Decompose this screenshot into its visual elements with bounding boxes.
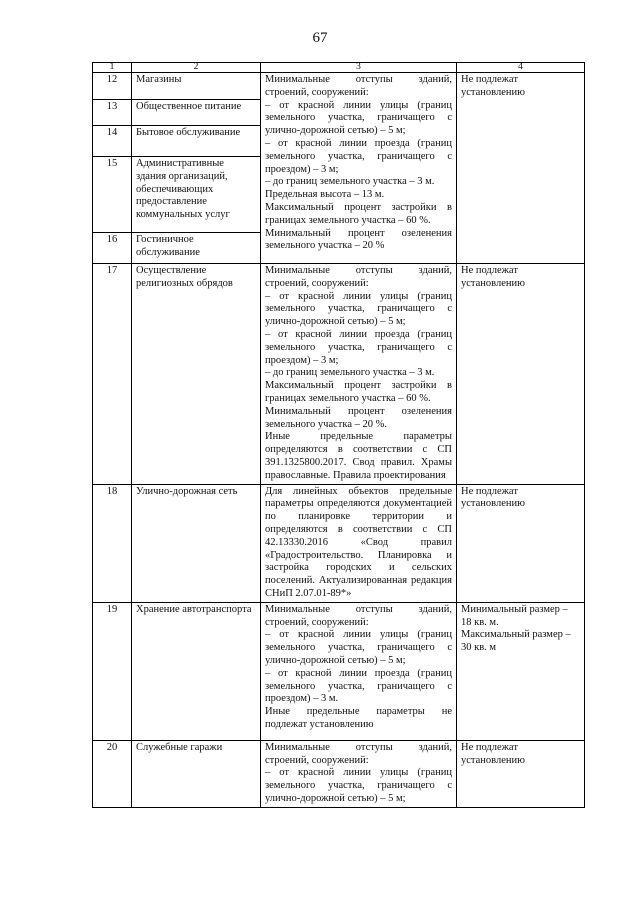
requirement-line: – от красной линии улицы (границ земельного участка, граничащего с улично-дорожной сетью) – 5 м; (265, 290, 452, 328)
requirement-line: – до границ земельного участка – 3 м. (265, 367, 435, 379)
requirement-line: – от красной линии проезда (границ земельного участка, граничащего с проездом) – 3 м. (265, 667, 452, 705)
table-row (93, 484, 585, 602)
requirement-line: Предельная высота – 13 м. (265, 189, 385, 201)
row-number: 18 (93, 484, 132, 602)
requirement-line: – от красной линии проезда (границ земельного участка, граничащего с проездом) – 3 м; (265, 137, 452, 175)
requirement-line: Максимальный процент застройки в границах земельного участка – 60 %. (265, 380, 452, 404)
table-row (93, 73, 585, 100)
note-cell: Не подлежат установлению (457, 73, 585, 264)
requirement-line: Иные предельные параметры определяются в соответствии с СП 391.1325800.2017. Свод правил. Храмы православные. Правила проектирования (265, 431, 452, 481)
requirements-cell (261, 264, 457, 485)
table-row (93, 740, 585, 807)
requirement-line: Для линейных объектов предельные параметры определяются документацией по планировке территории и определяются в соответствии с СП 42.13330.2016 «Свод правил «Градостроительство. Планировка и застройка городских и сельских поселений. Актуализированная редакция СНиП 2.07.01-89*» (265, 485, 452, 599)
row-name: Бытовое обслуживание (132, 126, 261, 157)
page-number: 67 (312, 30, 328, 46)
note-cell: Не подлежат установлению (457, 740, 585, 807)
row-number: 13 (93, 100, 132, 126)
row-number: 15 (93, 157, 132, 233)
row-number: 20 (93, 740, 132, 807)
requirement-line: Иные предельные параметры не подлежат установлению (265, 706, 452, 730)
row-name: Гостиничное обслуживание (132, 233, 261, 264)
requirement-line: – от красной линии проезда (границ земельного участка, граничащего с проездом) – 3 м; (265, 328, 452, 366)
requirement-line: – от красной линии улицы (границ земельного участка, граничащего с улично-дорожной сетью) – 5 м; (265, 767, 452, 804)
table-header-row (93, 63, 585, 73)
column-header: 4 (457, 63, 585, 73)
note-line: Минимальный размер – 18 кв. м. (461, 603, 568, 628)
column-header: 2 (132, 63, 261, 73)
requirement-line: Минимальный процент озеленения земельного участка – 20 % (265, 227, 452, 252)
requirement-line: – от красной линии улицы (границ земельного участка, граничащего с улично-дорожной сетью) – 5 м; (265, 99, 452, 137)
table-row (93, 602, 585, 740)
row-number: 14 (93, 126, 132, 157)
note-cell: Не подлежат установлению (457, 484, 585, 602)
row-number: 17 (93, 264, 132, 485)
column-header: 1 (93, 63, 132, 73)
row-number: 19 (93, 602, 132, 740)
row-name: Магазины (132, 73, 261, 100)
requirement-line: Минимальный процент озеленения земельного участка – 20 %. (265, 405, 452, 430)
requirement-line: Минимальные отступы зданий, строений, сооружений: (265, 741, 452, 766)
requirement-line: Минимальные отступы зданий, строений, сооружений: (265, 74, 452, 98)
note-line: Максимальный размер – 30 кв. м (461, 629, 571, 654)
requirements-cell (261, 73, 457, 264)
requirements-cell (261, 602, 457, 740)
row-name: Улично-дорожная сеть (132, 484, 261, 602)
row-number: 12 (93, 73, 132, 100)
requirements-cell (261, 484, 457, 602)
requirements-cell (261, 740, 457, 807)
column-header: 3 (261, 63, 457, 73)
note-cell: Не подлежат установлению (457, 264, 585, 485)
row-name: Общественное питание (132, 100, 261, 126)
row-name: Служебные гаражи (132, 740, 261, 807)
row-name: Административные здания организаций, обеспечивающих предоставление коммунальных услуг (132, 157, 261, 233)
requirement-line: Максимальный процент застройки в границах земельного участка – 60 %. (265, 201, 452, 226)
row-name: Осуществление религиозных обрядов (132, 264, 261, 485)
note-cell (457, 602, 585, 740)
requirement-line: – от красной линии улицы (границ земельного участка, граничащего с улично-дорожной сетью) – 5 м; (265, 629, 452, 666)
requirement-line: Минимальные отступы зданий, строений, сооружений: (265, 265, 452, 289)
row-name: Хранение автотранспорта (132, 602, 261, 740)
regulations-table (92, 62, 585, 808)
requirement-line: – до границ земельного участка – 3 м. (265, 176, 435, 188)
table-row (93, 264, 585, 485)
requirement-line: Минимальные отступы зданий, строений, сооружений: (265, 603, 452, 628)
row-number: 16 (93, 233, 132, 264)
